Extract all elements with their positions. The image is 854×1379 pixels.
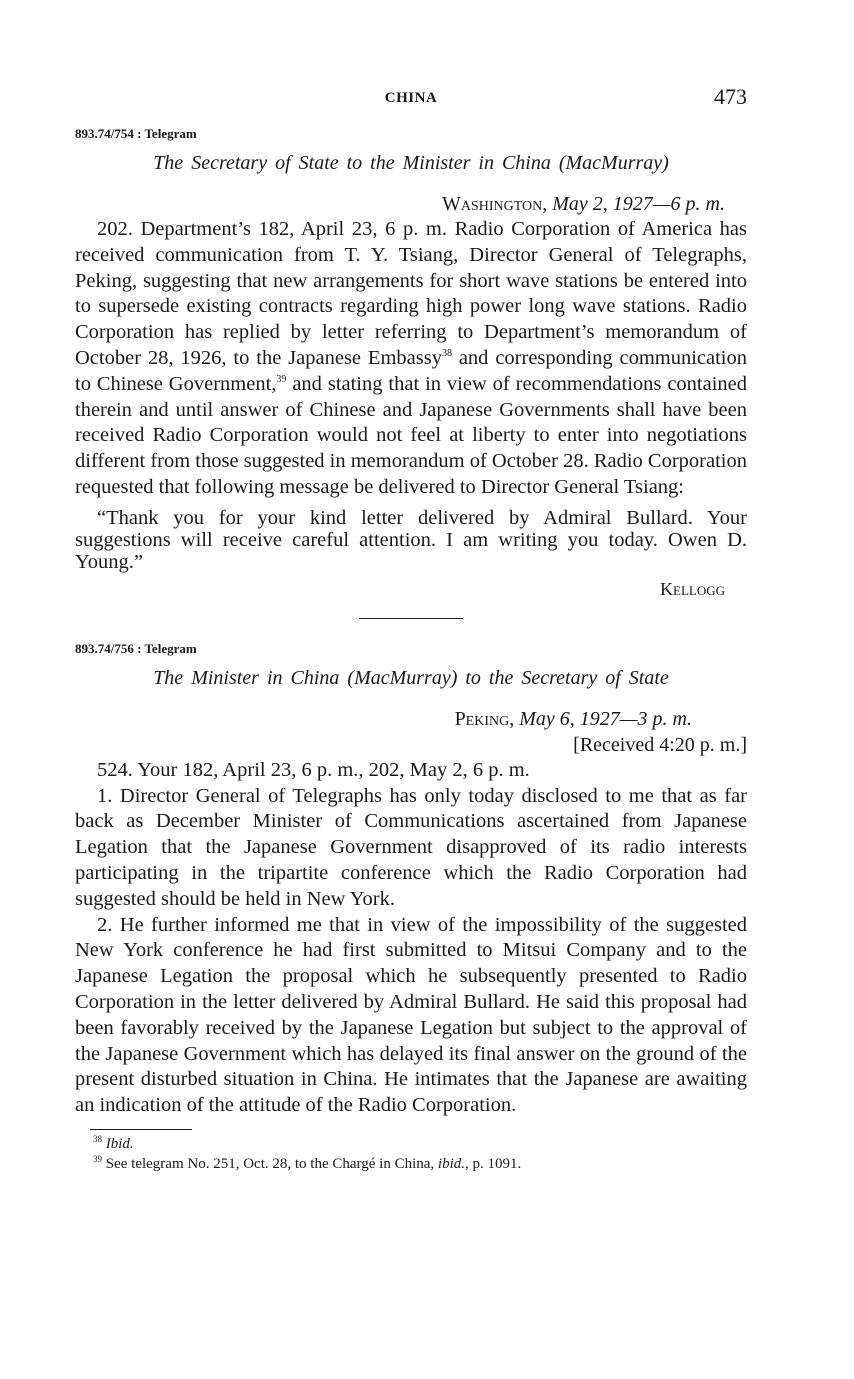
footnote-38 — [93, 1134, 747, 1154]
paragraph-text: 202. Department’s 182, April 23, 6 p. m. Radio Corporation of America has received communication from T. Y. Tsiang, Director General of Telegraphs, Peking, suggesting that new arrangements for short wave stations be entered into to supersede existing contracts regarding high power long wave stations. Radio Corporation has replied by letter referring to Department’s memorandum of October 28, 1926, to the Japanese Embassy — [75, 218, 747, 369]
footnotes — [75, 1134, 747, 1174]
paragraph-text: and stating that in view of recommendations contained therein and until answer of Chinese and Japanese Governments shall have been received Radio Corporation would not feel at liberty to enter into negotiations different from those suggested in memorandum of October 28. Radio Corporation requested that following message be delivered to Director General Tsiang: — [75, 372, 748, 498]
running-head — [75, 82, 747, 116]
dateline-place: Peking, — [454, 707, 515, 730]
footnote-text: Ibid. — [105, 1135, 134, 1152]
footnote-ref: 38 — [441, 348, 452, 360]
footnote-39 — [93, 1154, 747, 1174]
document-title: The Secretary of State to the Minister in China (MacMurray) — [153, 152, 669, 174]
section-divider — [359, 618, 463, 619]
dateline-date: May 6, 1927—3 p. m. — [519, 707, 692, 730]
footnote-text: , p. 1091. — [465, 1155, 522, 1172]
body-paragraph: 1. Director General of Telegraphs has only today disclosed to me that as far back as December Minister of Communications ascertained from Japanese Legation that the Japanese Government disapproved of its radio interests participating in the tripartite conference which the Radio Corporation had suggested should be held in New York. — [75, 784, 747, 910]
dateline — [75, 706, 692, 732]
dateline-place: Washington, — [441, 193, 548, 215]
page-number: 473 — [714, 84, 747, 109]
body-paragraph — [75, 217, 747, 501]
dateline — [75, 191, 725, 217]
body-paragraph: 2. He further informed me that in view of the impossibility of the suggested New York conference he had first submitted to Mitsui Company and to the Japanese Legation the proposal which he subsequently presented to Radio Corporation in the letter delivered by Admiral Bullard. He said this proposal had been favorably received by the Japanese Legation but subject to the approval of the Japanese Government which has delayed its final answer on the ground of the present disturbed situation in China. He intimates that the Japanese are awaiting an indication of the attitude of the Radio Corporation. — [75, 913, 747, 1117]
running-title: CHINA — [384, 90, 438, 106]
document-title: The Minister in China (MacMurray) to the Secretary of State — [153, 666, 669, 689]
file-reference: 893.74/756 : Telegram — [75, 640, 197, 656]
paragraph-text: and corresponding communication to Chinese Government, — [75, 346, 748, 395]
signature: Kellogg — [660, 578, 725, 599]
footnote-text: See telegram No. 251, Oct. 28, to the Chargé in China, — [105, 1155, 438, 1172]
file-reference: 893.74/754 : Telegram — [75, 126, 197, 141]
dateline-date: May 2, 1927—6 p. m. — [552, 193, 725, 215]
footnote-mark: 39 — [93, 1153, 102, 1164]
telegram-754 — [75, 126, 747, 600]
footnote-mark: 38 — [93, 1133, 102, 1144]
document-page — [75, 82, 747, 1174]
received-note: [Received 4:20 p. m.] — [573, 733, 747, 756]
footnote-text-italic: ibid. — [437, 1155, 465, 1172]
footnote-divider — [90, 1129, 192, 1130]
quoted-message: “Thank you for your kind letter delivered by Admiral Bullard. Your suggestions will receive careful attention. I am writing you today. Owen D. Young.” — [75, 506, 747, 573]
footnote-ref: 39 — [276, 373, 287, 385]
body-paragraph: 524. Your 182, April 23, 6 p. m., 202, May 2, 6 p. m. — [97, 758, 530, 781]
telegram-756 — [75, 641, 747, 1119]
